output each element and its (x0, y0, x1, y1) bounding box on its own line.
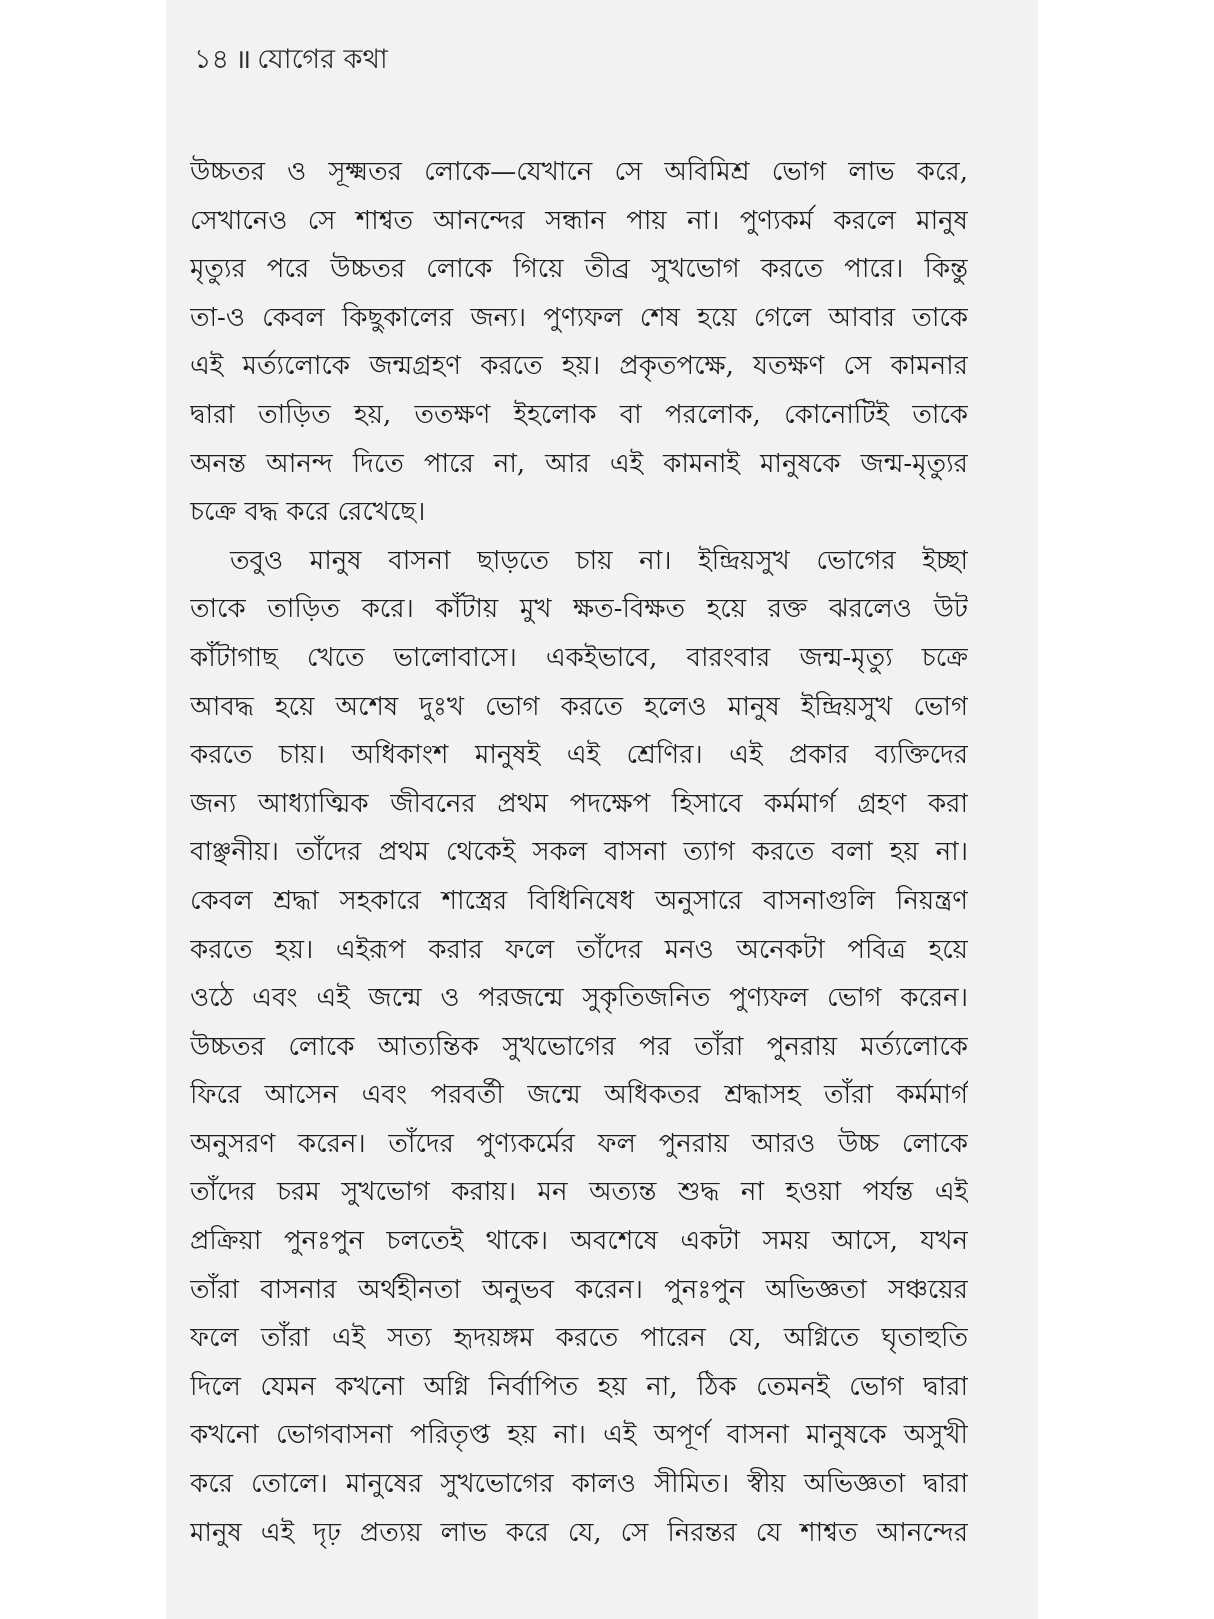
text-line: সেখানেও সে শাশ্বত আনন্দের সন্ধান পায় না। পুণ্যকর্ম করলে মানুষ (190, 205, 968, 236)
text-line: তাঁদের চরম সুখভোগ করায়। মন অত্যন্ত শুদ্ধ না হওয়া পর্যন্ত এই (190, 1177, 968, 1208)
text-line: ওঠে এবং এই জন্মে ও পরজন্মে সুকৃতিজনিত পুণ্যফল ভোগ করেন। (190, 983, 968, 1014)
text-line: তাঁরা বাসনার অর্থহীনতা অনুভব করেন। পুনঃপুন অভিজ্ঞতা সঞ্চয়ের (190, 1274, 968, 1305)
text-line: মানুষ এই দৃঢ় প্রত্যয় লাভ করে যে, সে নিরন্তর যে শাশ্বত আনন্দের (190, 1517, 968, 1548)
text-line: মৃত্যুর পরে উচ্চতর লোকে গিয়ে তীব্র সুখভোগ করতে পারে। কিন্তু (190, 254, 968, 285)
running-header (194, 40, 388, 80)
text-line: কেবল শ্রদ্ধা সহকারে শাস্ত্রের বিধিনিষেধ অনুসারে বাসনাগুলি নিয়ন্ত্রণ (190, 885, 968, 916)
text-line: ফিরে আসেন এবং পরবর্তী জন্মে অধিকতর শ্রদ্ধাসহ তাঁরা কর্মমার্গ (190, 1080, 968, 1111)
book-page (166, 0, 1038, 1619)
text-line: দ্বারা তাড়িত হয়, ততক্ষণ ইহলোক বা পরলোক, কোনোটিই তাকে (190, 399, 968, 430)
text-line: কখনো ভোগবাসনা পরিতৃপ্ত হয় না। এই অপূর্ণ বাসনা মানুষকে অসুখী (190, 1420, 968, 1451)
page-number: ১৪ (194, 44, 230, 75)
text-line: অনুসরণ করেন। তাঁদের পুণ্যকর্মের ফল পুনরায় আরও উচ্চ লোকে (190, 1128, 968, 1159)
text-line: অনন্ত আনন্দ দিতে পারে না, আর এই কামনাই মানুষকে জন্ম-মৃত্যুর (190, 448, 968, 479)
text-line: ফলে তাঁরা এই সত্য হৃদয়ঙ্গম করতে পারেন যে, অগ্নিতে ঘৃতাহুতি (190, 1323, 968, 1354)
text-line: করতে চায়। অধিকাংশ মানুষই এই শ্রেণির। এই প্রকার ব্যক্তিদের (190, 740, 968, 771)
book-title: যোগের কথা (257, 44, 388, 75)
text-line: জন্য আধ্যাত্মিক জীবনের প্রথম পদক্ষেপ হিসাবে কর্মমার্গ গ্রহণ করা (190, 788, 968, 819)
text-line: প্রক্রিয়া পুনঃপুন চলতেই থাকে। অবশেষে একটা সময় আসে, যখন (190, 1226, 968, 1257)
text-line: দিলে যেমন কখনো অগ্নি নির্বাপিত হয় না, ঠিক তেমনই ভোগ দ্বারা (190, 1371, 968, 1402)
text-line: বাঞ্ছনীয়। তাঁদের প্রথম থেকেই সকল বাসনা ত্যাগ করতে বলা হয় না। (190, 837, 968, 868)
text-line: কাঁটাগাছ খেতে ভালোবাসে। একইভাবে, বারংবার জন্ম-মৃত্যু চক্রে (190, 642, 968, 673)
body-text (190, 148, 968, 1557)
text-line: তাকে তাড়িত করে। কাঁটায় মুখ ক্ষত-বিক্ষত হয়ে রক্ত ঝরলেও উট (190, 594, 968, 625)
text-line: তবুও মানুষ বাসনা ছাড়তে চায় না। ইন্দ্রিয়সুখ ভোগের ইচ্ছা (230, 545, 968, 576)
text-line: তা-ও কেবল কিছুকালের জন্য। পুণ্যফল শেষ হয়ে গেলে আবার তাকে (190, 302, 968, 333)
paragraph-1 (190, 148, 968, 537)
text-line: আবদ্ধ হয়ে অশেষ দুঃখ ভোগ করতে হলেও মানুষ ইন্দ্রিয়সুখ ভোগ (190, 691, 968, 722)
text-line: উচ্চতর লোকে আত্যন্তিক সুখভোগের পর তাঁরা পুনরায় মর্ত্যলোকে (190, 1031, 968, 1062)
text-line: করে তোলে। মানুষের সুখভোগের কালও সীমিত। স্বীয় অভিজ্ঞতা দ্বারা (190, 1469, 968, 1500)
header-separator: ॥ (235, 44, 252, 75)
text-line: এই মর্ত্যলোকে জন্মগ্রহণ করতে হয়। প্রকৃতপক্ষে, যতক্ষণ সে কামনার (190, 351, 968, 382)
paragraph-2 (190, 537, 968, 1557)
text-line: করতে হয়। এইরূপ করার ফলে তাঁদের মনও অনেকটা পবিত্র হয়ে (190, 934, 968, 965)
text-line: উচ্চতর ও সূক্ষ্মতর লোকে—যেখানে সে অবিমিশ্র ভোগ লাভ করে, (190, 157, 968, 187)
text-line: চক্রে বদ্ধ করে রেখেছে। (190, 497, 426, 528)
